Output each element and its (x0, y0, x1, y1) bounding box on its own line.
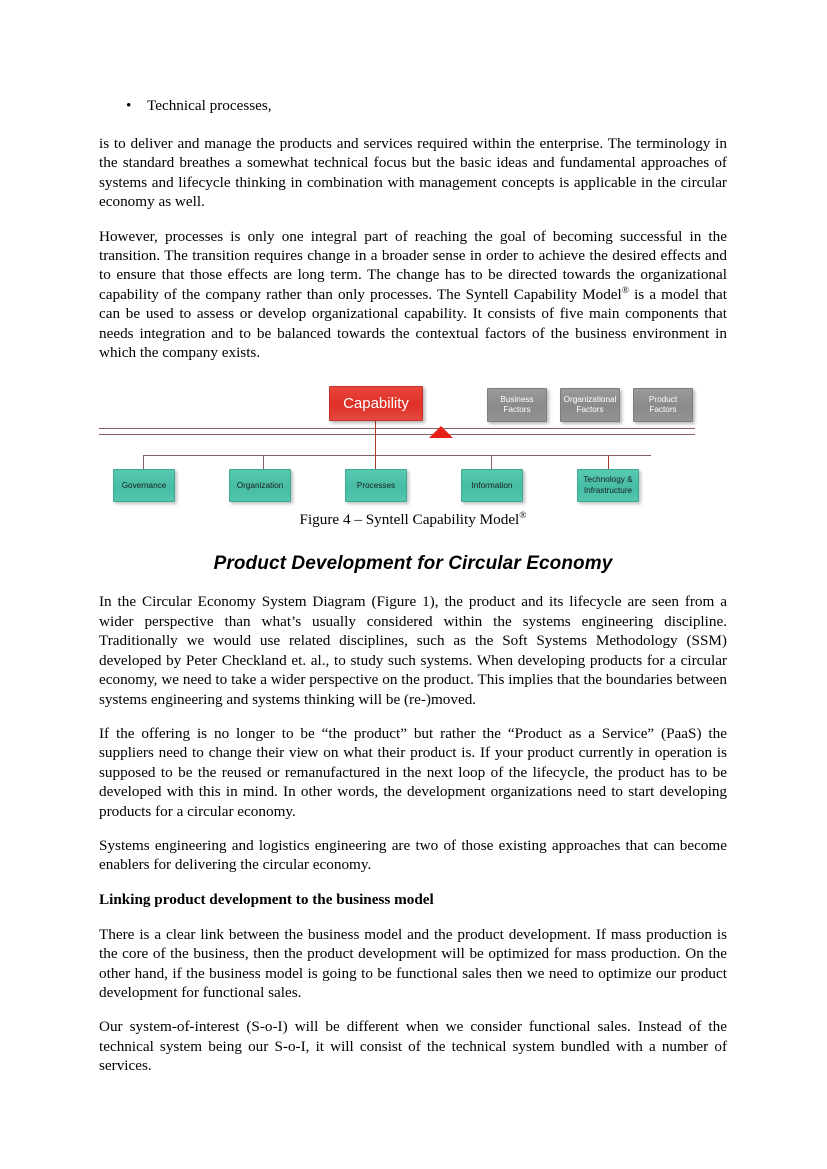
connector-bus-upper (99, 428, 695, 429)
paragraph-product-as-a-service: If the offering is no longer to be “the product” but rather the “Product as a Service” (PaaS) the suppliers need to change their view on what their product is. If your product currently in operation is supposed to be the reused or remanufactured in the next loop of the lifecycle, the product has to be developed with this in mind. In other words, the development organizations need to start developing products for a circular economy. (99, 724, 727, 820)
node-technology-infrastructure-line1: Technology & (583, 475, 633, 485)
node-business-factors[interactable] (487, 388, 547, 422)
figure-syntell-capability-model (99, 376, 727, 504)
node-technology-infrastructure-label (583, 475, 632, 496)
figure-caption-registered-mark: ® (519, 511, 527, 522)
node-product-factors-line1: Product (648, 394, 678, 404)
node-product-factors-label (649, 395, 677, 416)
node-technology-infrastructure-line2: Infrastructure (583, 485, 633, 495)
list-item-label: Technical processes, (147, 97, 272, 114)
paragraph-capability-model-text2: is a model that can be used to assess or develop organizational capability. It consists of five main components that needs integration and to be balanced towards the contextual factors of the business environment in which the company exists. (99, 285, 728, 362)
page-content (99, 96, 727, 1076)
registered-mark: ® (621, 285, 629, 296)
node-governance[interactable] (113, 469, 175, 502)
node-capability-label: Capability (343, 395, 409, 413)
node-governance-label: Governance (121, 480, 167, 490)
figure-canvas (99, 376, 727, 504)
paragraph-system-of-interest: Our system-of-interest (S-o-I) will be different when we consider functional sales. Instead of the technical system being our S-o-I, it will consist of the technical system bundled with a number of services. (99, 1018, 727, 1075)
node-information[interactable] (461, 469, 523, 502)
node-processes[interactable] (345, 469, 407, 502)
connector-drop-governance (143, 455, 144, 470)
figure-caption-text: Figure 4 – Syntell Capability Model (299, 511, 520, 529)
connector-drop-processes (375, 434, 376, 470)
node-capability[interactable] (329, 386, 423, 421)
node-organizational-factors-line1: Organizational (563, 394, 617, 404)
node-processes-label: Processes (356, 480, 396, 490)
node-business-factors-line1: Business (500, 394, 534, 404)
subheading-linking-product-development: Linking product development to the business model (99, 890, 434, 908)
bullet-list (99, 96, 727, 116)
node-organization-label: Organization (236, 480, 284, 490)
paragraph-capability-model (99, 227, 727, 363)
node-organizational-factors-line2: Factors (576, 405, 604, 415)
bullet-dot-icon: • (126, 97, 132, 114)
node-business-factors-line2: Factors (503, 405, 531, 415)
paragraph-capability-model-text1: However, processes is only one integral part of reaching the goal of becoming successful in the transition. The transition requires change in a broader sense in order to achieve the desired effects and to ensure that those effects are long term. The change has to be directed towards the organizational capability of the company rather than only processes. The Syntell Capability Model (99, 227, 727, 303)
node-business-factors-label (500, 395, 533, 416)
connector-drop-information (491, 455, 492, 470)
paragraph-systems-engineering: Systems engineering and logistics engineering are two of those existing approaches that can become enablers for delivering the circular economy. (99, 836, 727, 874)
node-organizational-factors-label (564, 395, 617, 416)
balance-arrow-icon (429, 426, 453, 438)
list-item (99, 96, 727, 116)
node-organization[interactable] (229, 469, 291, 502)
node-product-factors-line2: Factors (649, 405, 677, 415)
connector-component-bus (143, 455, 651, 456)
paragraph-circular-economy-diagram: In the Circular Economy System Diagram (Figure 1), the product and its lifecycle are seen from a wider perspective than what’s usually considered within the systems engineering discipline. Traditionally we would use related disciplines, such as the Soft Systems Methodology (SSM) developed by Peter Checkland et. al., to study such systems. When developing products for a circular economy, we need to take a wider perspective on the product. This implies that the boundaries between systems engineering and systems thinking will be (re-)moved. (99, 593, 727, 708)
paragraph-business-model-link: There is a clear link between the business model and the product development. If mass production is the core of the business, then the product development will be optimized for mass production. On the other hand, if the business model is going to be functional sales then we need to optimize our product development for functional sales. (99, 925, 727, 1001)
paragraph-technical-processes: is to deliver and manage the products and services required within the enterprise. The terminology in the standard breathes a somewhat technical focus but the basic ideas and fundamental approaches of systems and lifecycle thinking in combination with management concepts is applicable in the circular economy as well. (99, 135, 727, 211)
section-heading: Product Development for Circular Economy (213, 553, 613, 575)
connector-bus-lower (99, 434, 695, 435)
figure-caption (99, 510, 727, 530)
node-technology-infrastructure[interactable] (577, 469, 639, 502)
node-organizational-factors[interactable] (560, 388, 620, 422)
node-information-label: Information (471, 480, 513, 490)
connector-drop-technology (608, 455, 609, 470)
node-product-factors[interactable] (633, 388, 693, 422)
connector-drop-organization (263, 455, 264, 470)
